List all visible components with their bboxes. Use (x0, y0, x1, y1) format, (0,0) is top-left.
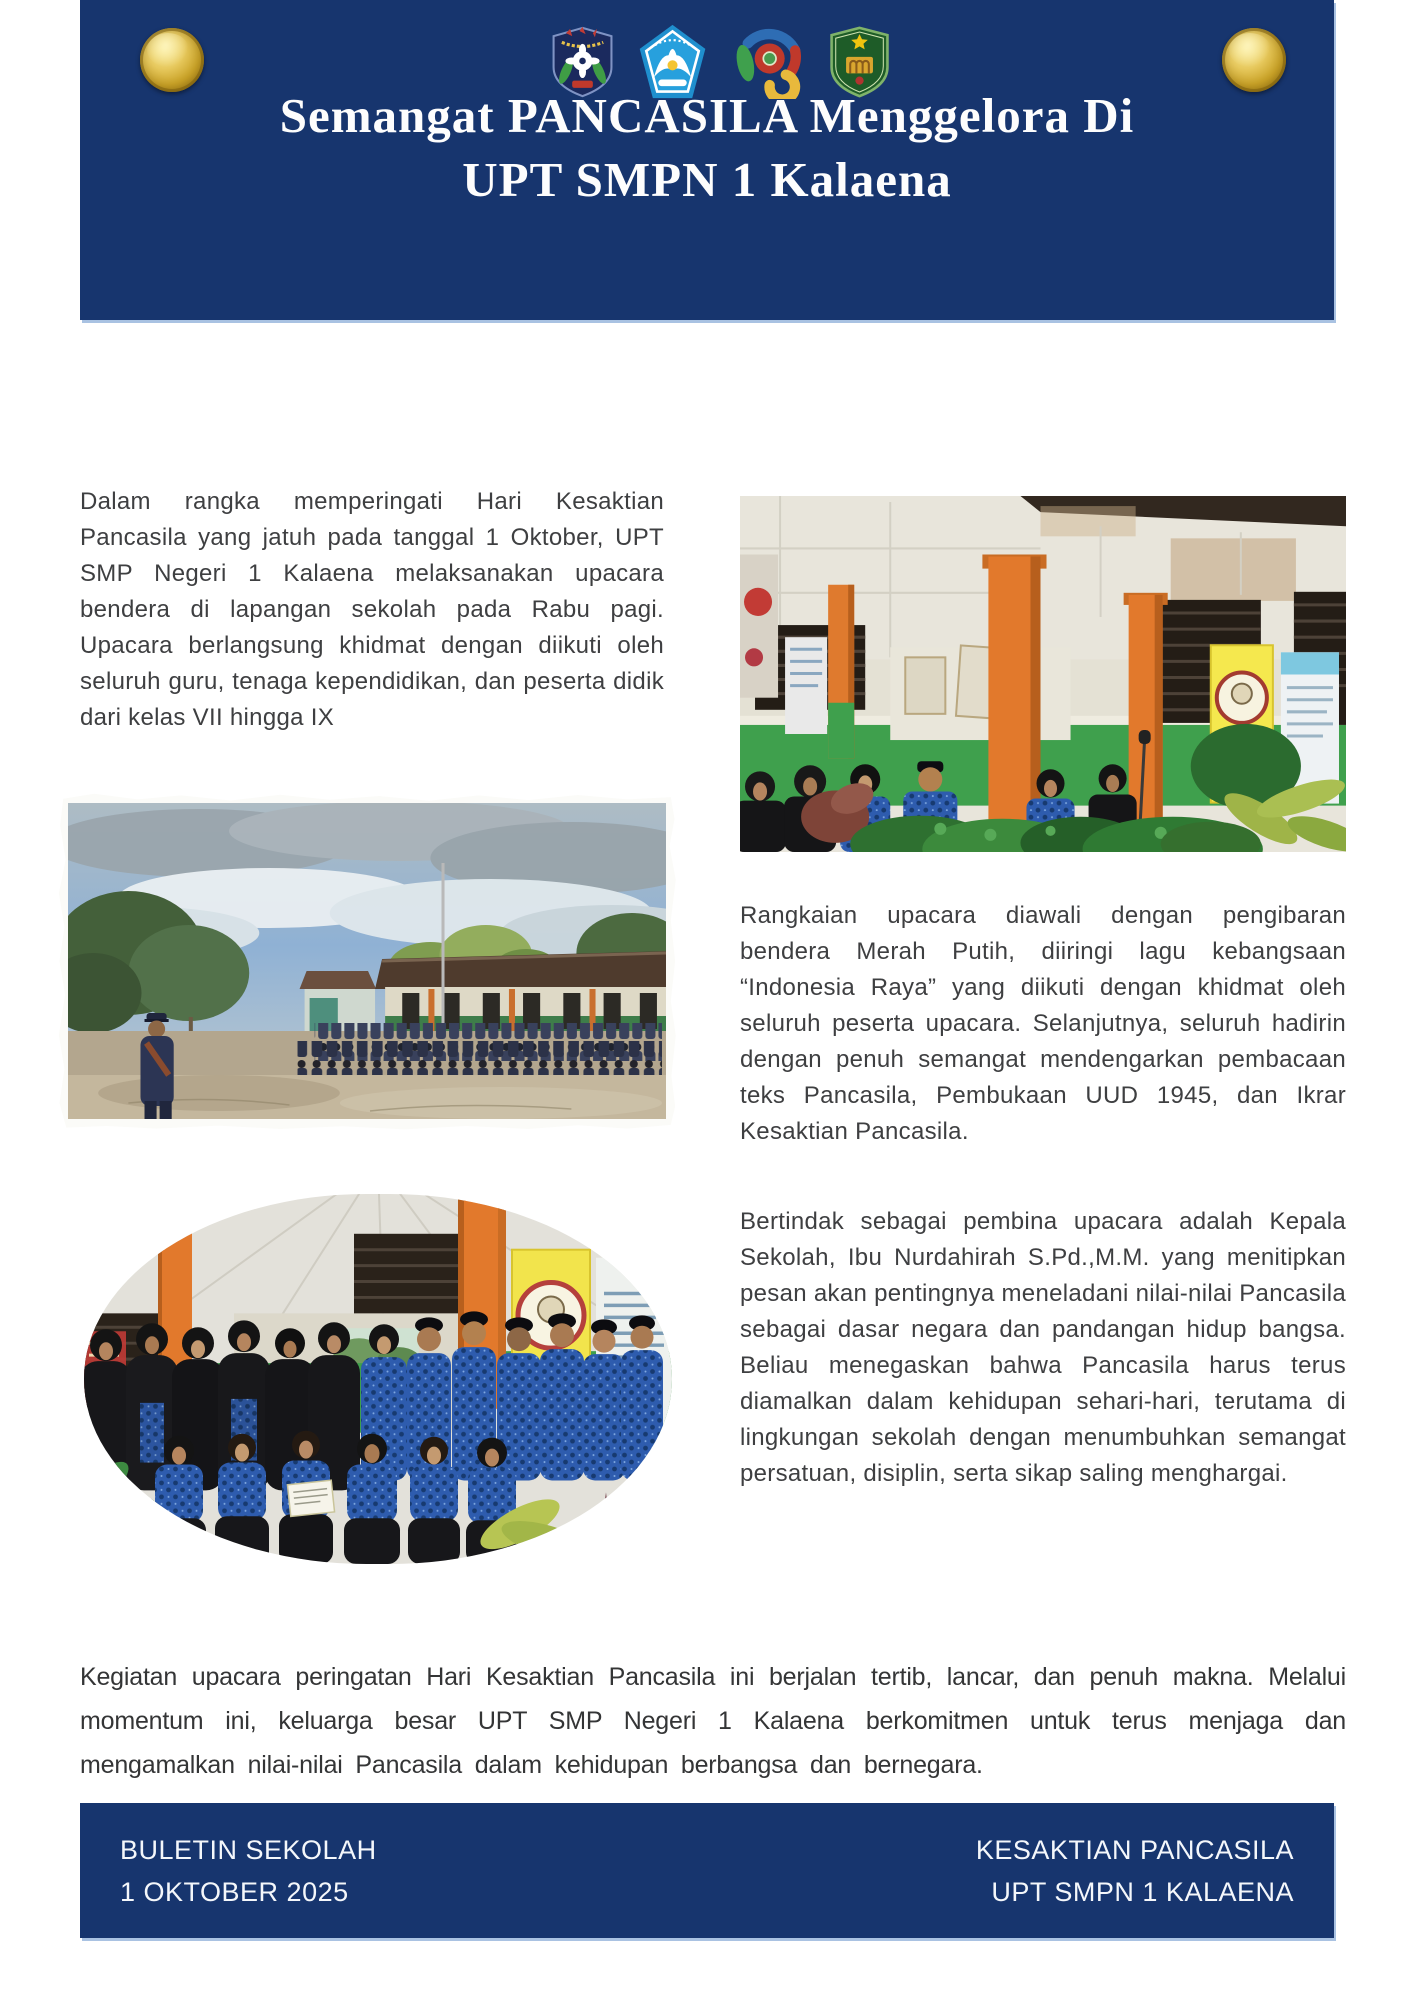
page-title (80, 84, 1334, 212)
header-banner (80, 0, 1334, 320)
principal-paragraph: Bertindak sebagai pembina upacara adalah Kepala Sekolah, Ibu Nurdahirah S.Pd.,M.M. yang menitipkan pesan akan pentingnya meneladani nilai-nilai Pancasila sebagai dasar negara dan pandangan hidup bangsa. Beliau menegaskan bahwa Pancasila harus terus diamalkan dalam kehidupan sehari-hari, terutama di lingkungan sekolah dengan menumbuhkan semangat persatuan, disiplin, serta sikap saling menghargai. (740, 1208, 1346, 1487)
ceremony-field-photo (57, 792, 677, 1130)
title-line-2: UPT SMPN 1 Kalaena (462, 152, 952, 207)
footer-left (120, 1829, 377, 1913)
closing-paragraph: Kegiatan upacara peringatan Hari Kesaktian Pancasila ini berjalan tertib, lancar, dan penuh makna. Melalui momentum ini, keluarga besar UPT SMP Negeri 1 Kalaena berkomitmen untuk terus menjaga dan mengamalkan nilai-nilai Pancasila dalam kehidupan berbangsa dan bernegara. (80, 1663, 1346, 1779)
footer-school-label: UPT SMPN 1 KALAENA (991, 1877, 1294, 1907)
gold-coin-right-icon (1222, 28, 1286, 92)
footer-bulletin-label: BULETIN SEKOLAH (120, 1835, 377, 1865)
title-line-1: Semangat PANCASILA Menggelora Di (279, 88, 1135, 143)
teachers-group-photo (84, 1194, 672, 1564)
ceremony-paragraph: Rangkaian upacara diawali dengan pengibaran bendera Merah Putih, diiringi lagu kebangsaan “Indonesia Raya” yang diikuti dengan khidmat oleh seluruh peserta upacara. Selanjutnya, seluruh hadirin dengan penuh semangat mendengarkan pembacaan teks Pancasila, Pembukaan UUD 1945, dan Ikrar Kesaktian Pancasila. (740, 902, 1346, 1145)
gold-coin-left-icon (140, 28, 204, 92)
footer-right (976, 1829, 1294, 1913)
intro-paragraph: Dalam rangka memperingati Hari Kesaktian Pancasila yang jatuh pada tanggal 1 Oktober, UPT SMP Negeri 1 Kalaena melaksanakan upacara bendera di lapangan sekolah pada Rabu pagi. Upacara berlangsung khidmat dengan diikuti oleh seluruh guru, tenaga kependidikan, dan peserta didik dari kelas VII hingga IX (80, 488, 664, 731)
school-corridor-photo (740, 496, 1346, 852)
footer-event-label: KESAKTIAN PANCASILA (975, 1835, 1294, 1865)
footer-date: 1 OKTOBER 2025 (120, 1877, 349, 1907)
footer-banner (80, 1803, 1334, 1938)
